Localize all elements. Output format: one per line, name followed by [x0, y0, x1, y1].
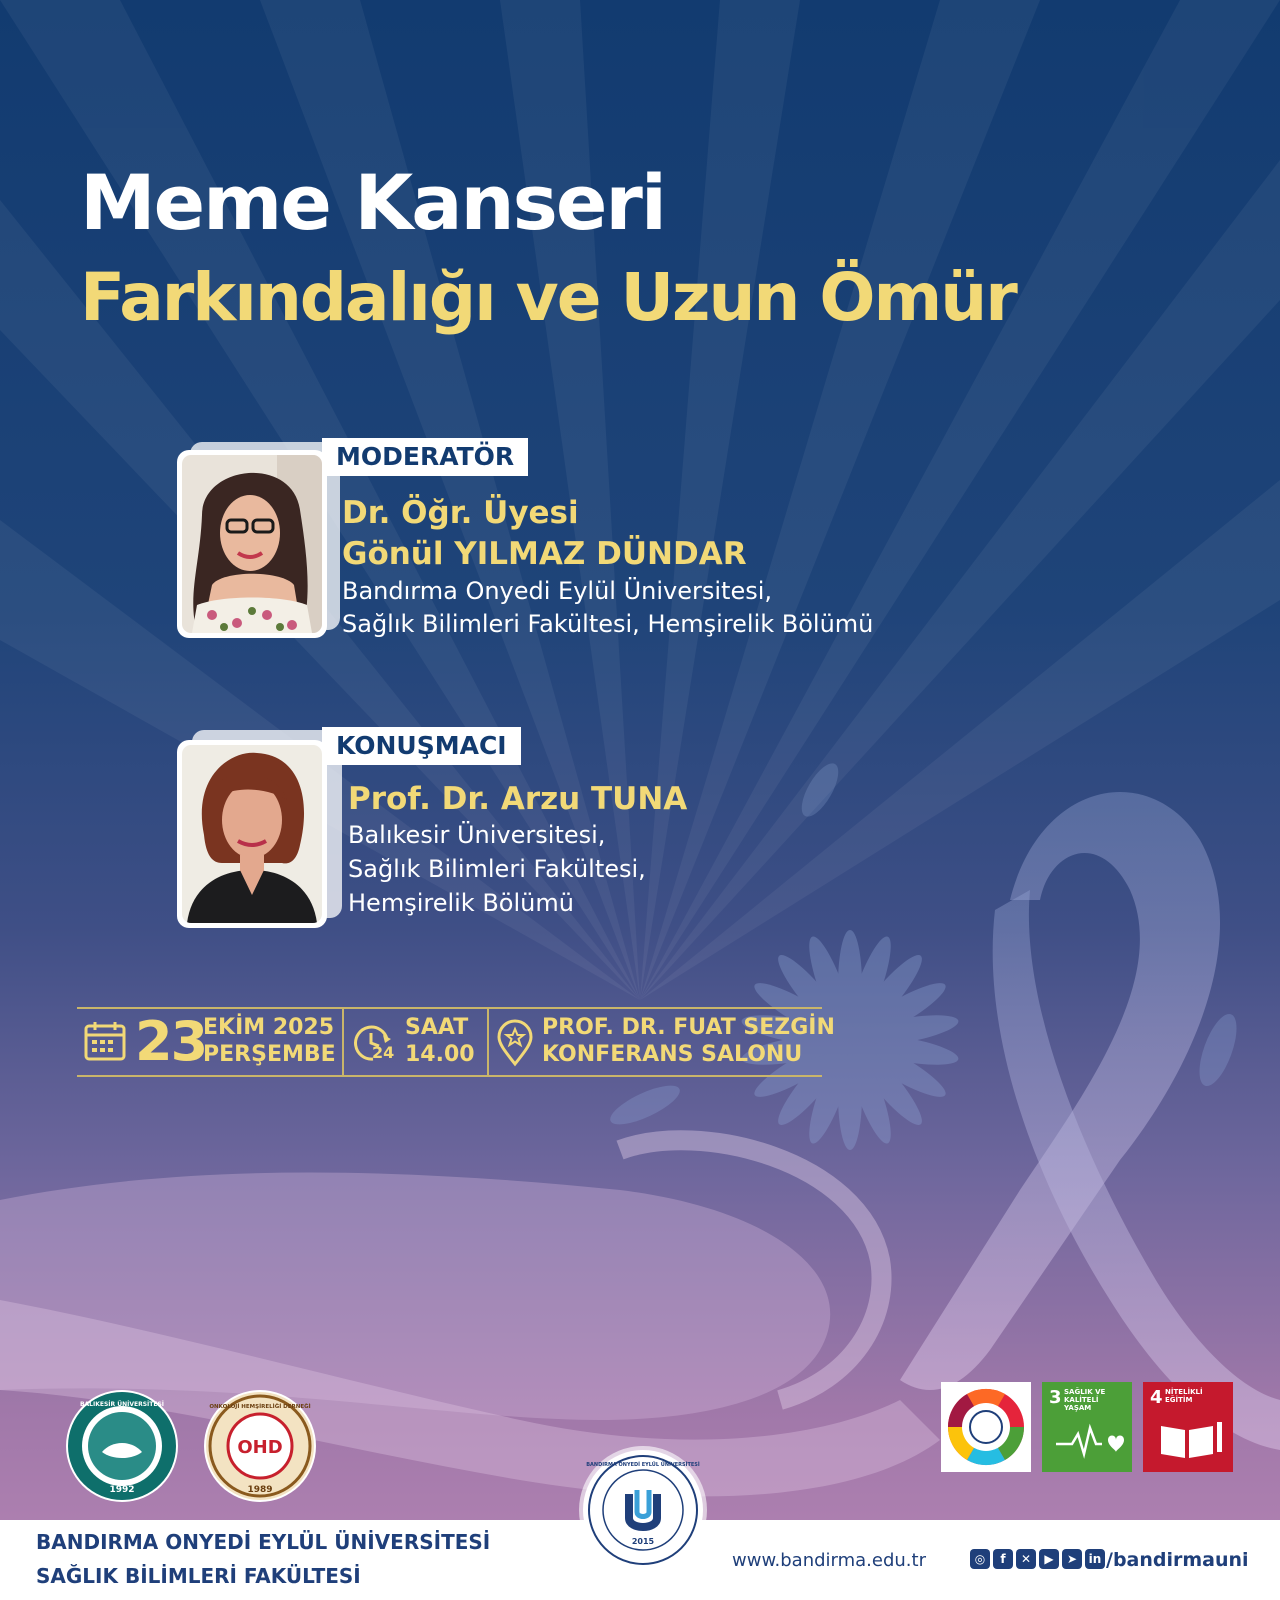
balikesir-year: 1992	[109, 1485, 135, 1495]
event-time: 14.00	[405, 1042, 475, 1067]
x-icon[interactable]: ✕	[1016, 1549, 1036, 1569]
time-label: SAAT	[405, 1015, 469, 1040]
moderator-affiliation-1: Bandırma Onyedi Eylül Üniversitesi,	[342, 577, 773, 605]
moderator-affiliation-2: Sağlık Bilimleri Fakültesi, Hemşirelik Bölümü	[342, 610, 874, 638]
speaker-affiliation-2: Sağlık Bilimleri Fakültesi,	[348, 855, 646, 883]
clock-badge: 24	[372, 1043, 395, 1062]
footer-university: BANDIRMA ONYEDİ EYLÜL ÜNİVERSİTESİ	[36, 1530, 491, 1554]
website-link[interactable]: www.bandirma.edu.tr	[732, 1550, 926, 1571]
title-line-2: Farkındalığı ve Uzun Ömür	[80, 259, 1016, 336]
speaker-name: Prof. Dr. Arzu TUNA	[348, 781, 688, 817]
balikesir-university-logo	[66, 1390, 178, 1502]
event-month-year: EKİM 2025	[203, 1015, 335, 1040]
moderator-name: Gönül YILMAZ DÜNDAR	[342, 536, 747, 572]
sdg-wheel-icon	[941, 1382, 1031, 1472]
instagram-icon[interactable]: ◎	[970, 1549, 990, 1569]
speaker-affiliation-3: Hemşirelik Bölümü	[348, 889, 574, 917]
bandirma-seal-text: BANDIRMA ONYEDİ EYLÜL ÜNİVERSİTESİ	[586, 1462, 700, 1468]
event-weekday: PERŞEMBE	[203, 1042, 336, 1067]
facebook-icon[interactable]: f	[993, 1549, 1013, 1569]
social-handle[interactable]: /bandirmauni	[1106, 1549, 1249, 1571]
onkoloji-year: 1989	[247, 1485, 273, 1495]
moderator-title: Dr. Öğr. Üyesi	[342, 495, 579, 531]
sdg-goal-3-label: SAĞLIK VE KALİTELİ YAŞAM	[1064, 1388, 1106, 1412]
event-info-bar	[77, 1007, 835, 1077]
speaker-affiliation-1: Balıkesir Üniversitesi,	[348, 821, 606, 849]
sdg-goal-4-number: 4	[1150, 1387, 1163, 1408]
onkoloji-mark: OHD	[237, 1437, 283, 1458]
sdg-goal-3-number: 3	[1049, 1387, 1062, 1408]
social-icons	[970, 1549, 1105, 1569]
sdg-goal-4-label: NİTELİKLİ EĞİTİM	[1165, 1388, 1203, 1404]
title-line-1: Meme Kanseri	[80, 158, 665, 247]
speaker-role-badge: KONUŞMACI	[322, 727, 521, 765]
sdg-goal-4-icon	[1143, 1382, 1233, 1472]
youtube-icon[interactable]: ▶	[1039, 1549, 1059, 1569]
moderator-photo	[177, 450, 327, 638]
bandirma-university-seal	[583, 1450, 703, 1570]
speaker-photo	[177, 740, 327, 928]
venue-line-1: PROF. DR. FUAT SEZGİN	[542, 1015, 835, 1040]
venue-line-2: KONFERANS SALONU	[542, 1042, 803, 1067]
onkoloji-association-logo	[204, 1390, 316, 1502]
calendar-icon	[83, 1019, 127, 1067]
event-title	[80, 158, 1016, 348]
sdg-goal-3-icon	[1042, 1382, 1132, 1472]
bandirma-year: 2015	[631, 1537, 655, 1546]
balikesir-name: BALIKESİR ÜNİVERSİTESİ	[79, 1401, 165, 1408]
footer-faculty: SAĞLIK BİLİMLERİ FAKÜLTESİ	[36, 1564, 361, 1588]
telegram-icon[interactable]: ➤	[1062, 1549, 1082, 1569]
location-pin-icon	[495, 1019, 535, 1071]
onkoloji-name: ONKOLOJİ HEMŞİRELİĞİ DERNEĞİ	[209, 1404, 311, 1410]
linkedin-icon[interactable]: in	[1085, 1549, 1105, 1569]
event-day: 23	[135, 1010, 207, 1073]
moderator-role-badge: MODERATÖR	[322, 438, 528, 476]
